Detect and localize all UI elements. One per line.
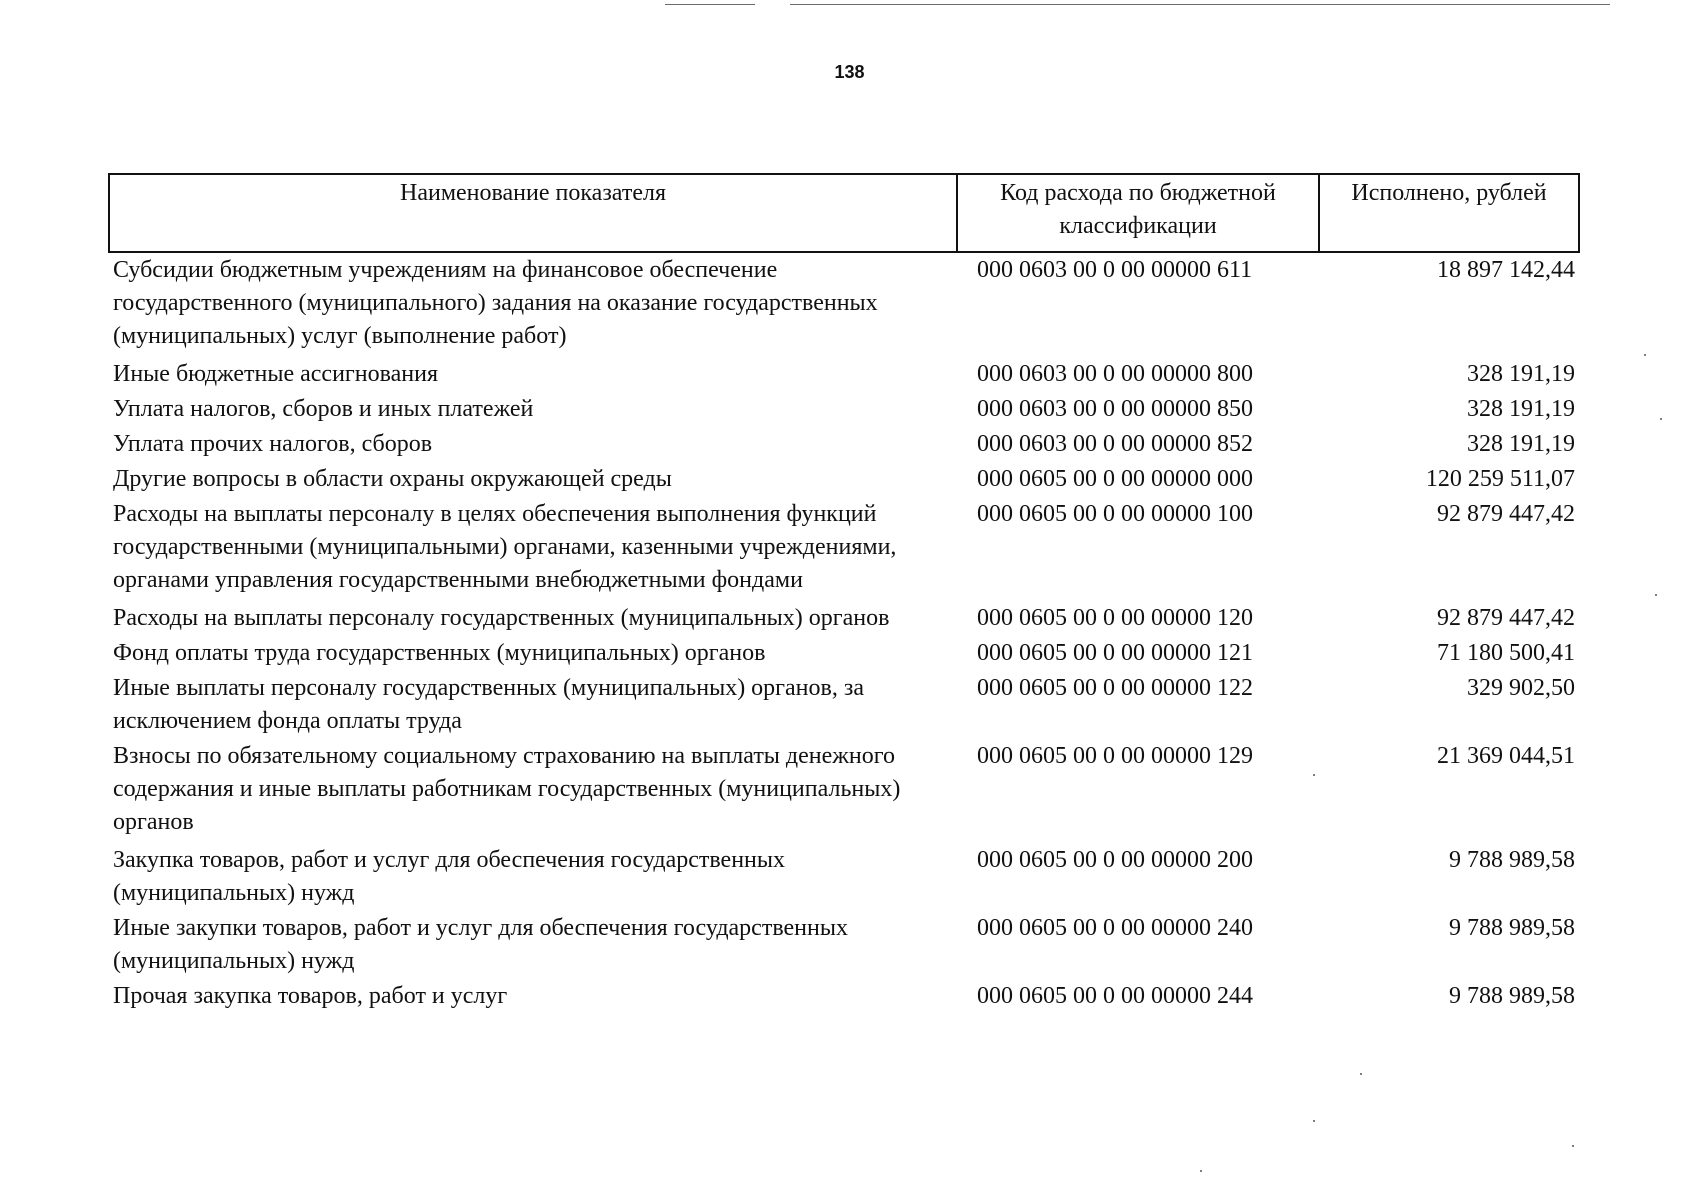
table-row xyxy=(109,358,1579,393)
indicator-name: Закупка товаров, работ и услуг для обеспечения государственных (муниципальных) нужд xyxy=(113,847,786,906)
scan-speck xyxy=(1313,1120,1315,1122)
indicator-name: Иные закупки товаров, работ и услуг для обеспечения государственных (муниципальных) нужд xyxy=(113,915,848,974)
executed-amount: 21 369 044,51 xyxy=(1437,743,1575,769)
executed-amount: 328 191,19 xyxy=(1467,396,1575,422)
indicator-name: Уплата прочих налогов, сборов xyxy=(113,431,433,457)
table-row xyxy=(109,428,1579,463)
table-row xyxy=(109,602,1579,637)
scan-speck xyxy=(1660,418,1662,420)
executed-amount: 9 788 989,58 xyxy=(1449,847,1575,873)
indicator-name: Взносы по обязательному социальному страхованию на выплаты денежного содержания и иные выплаты работникам государственных (муниципальных) органов xyxy=(113,743,901,835)
scan-speck xyxy=(1360,1073,1362,1075)
budget-code: 000 0605 00 0 00 00000 121 xyxy=(977,640,1253,666)
scan-speck xyxy=(1655,594,1657,596)
table-row xyxy=(109,498,1579,602)
budget-execution-table xyxy=(108,173,1580,1015)
page-number: 138 xyxy=(834,62,865,82)
table-body xyxy=(109,252,1579,1015)
table-row xyxy=(109,393,1579,428)
header-row xyxy=(109,174,1579,252)
indicator-name: Иные бюджетные ассигнования xyxy=(113,361,438,387)
executed-amount: 92 879 447,42 xyxy=(1437,605,1575,631)
budget-code: 000 0603 00 0 00 00000 850 xyxy=(977,396,1253,422)
budget-code: 000 0605 00 0 00 00000 122 xyxy=(977,675,1253,701)
executed-amount: 329 902,50 xyxy=(1467,675,1575,701)
budget-code: 000 0605 00 0 00 00000 240 xyxy=(977,915,1253,941)
table-row xyxy=(109,844,1579,912)
executed-amount: 120 259 511,07 xyxy=(1425,466,1575,492)
budget-code: 000 0603 00 0 00 00000 852 xyxy=(977,431,1253,457)
scan-speck xyxy=(1200,1170,1202,1172)
indicator-name: Уплата налогов, сборов и иных платежей xyxy=(113,396,534,422)
indicator-name: Расходы на выплаты персоналу в целях обеспечения выполнения функций государственными (муниципальными) органами, казенными учреждениями, органами управления государственными внебюджетными фондами xyxy=(113,501,897,593)
scan-edge-line-1 xyxy=(665,4,755,5)
header-executed-amount: Исполнено, рублей xyxy=(1319,174,1579,252)
budget-code: 000 0605 00 0 00 00000 120 xyxy=(977,605,1253,631)
indicator-name: Субсидии бюджетным учреждениям на финансовое обеспечение государственного (муниципального) задания на оказание государственных (муниципальных) услуг (выполнение работ) xyxy=(113,257,878,349)
executed-amount: 18 897 142,44 xyxy=(1437,257,1575,283)
indicator-name: Фонд оплаты труда государственных (муниципальных) органов xyxy=(113,640,766,666)
executed-amount: 92 879 447,42 xyxy=(1437,501,1575,527)
indicator-name: Расходы на выплаты персоналу государственных (муниципальных) органов xyxy=(113,605,890,631)
budget-code: 000 0605 00 0 00 00000 200 xyxy=(977,847,1253,873)
indicator-name: Прочая закупка товаров, работ и услуг xyxy=(113,983,508,1009)
table-row xyxy=(109,637,1579,672)
executed-amount: 328 191,19 xyxy=(1467,431,1575,457)
table-header xyxy=(109,174,1579,252)
header-indicator-name: Наименование показателя xyxy=(109,174,957,252)
executed-amount: 328 191,19 xyxy=(1467,361,1575,387)
table-row xyxy=(109,912,1579,980)
executed-amount: 9 788 989,58 xyxy=(1449,915,1575,941)
budget-code: 000 0605 00 0 00 00000 100 xyxy=(977,501,1253,527)
scan-speck xyxy=(1572,1145,1574,1147)
budget-code: 000 0605 00 0 00 00000 129 xyxy=(977,743,1253,769)
budget-code: 000 0605 00 0 00 00000 244 xyxy=(977,983,1253,1009)
table-row xyxy=(109,252,1579,358)
table-row xyxy=(109,740,1579,844)
budget-code: 000 0605 00 0 00 00000 000 xyxy=(977,466,1253,492)
table-row xyxy=(109,980,1579,1015)
scan-speck xyxy=(1644,354,1646,356)
indicator-name: Другие вопросы в области охраны окружающей среды xyxy=(113,466,672,492)
scan-speck xyxy=(1313,774,1315,776)
table-row xyxy=(109,672,1579,740)
table-row xyxy=(109,463,1579,498)
budget-code: 000 0603 00 0 00 00000 611 xyxy=(977,257,1253,283)
indicator-name: Иные выплаты персоналу государственных (муниципальных) органов, за исключением фонда оплаты труда xyxy=(113,675,864,734)
header-budget-code: Код расхода по бюджетной классификации xyxy=(957,174,1319,252)
scan-edge-line-2 xyxy=(790,4,1610,5)
executed-amount: 9 788 989,58 xyxy=(1449,983,1575,1009)
budget-code: 000 0603 00 0 00 00000 800 xyxy=(977,361,1253,387)
executed-amount: 71 180 500,41 xyxy=(1437,640,1575,666)
